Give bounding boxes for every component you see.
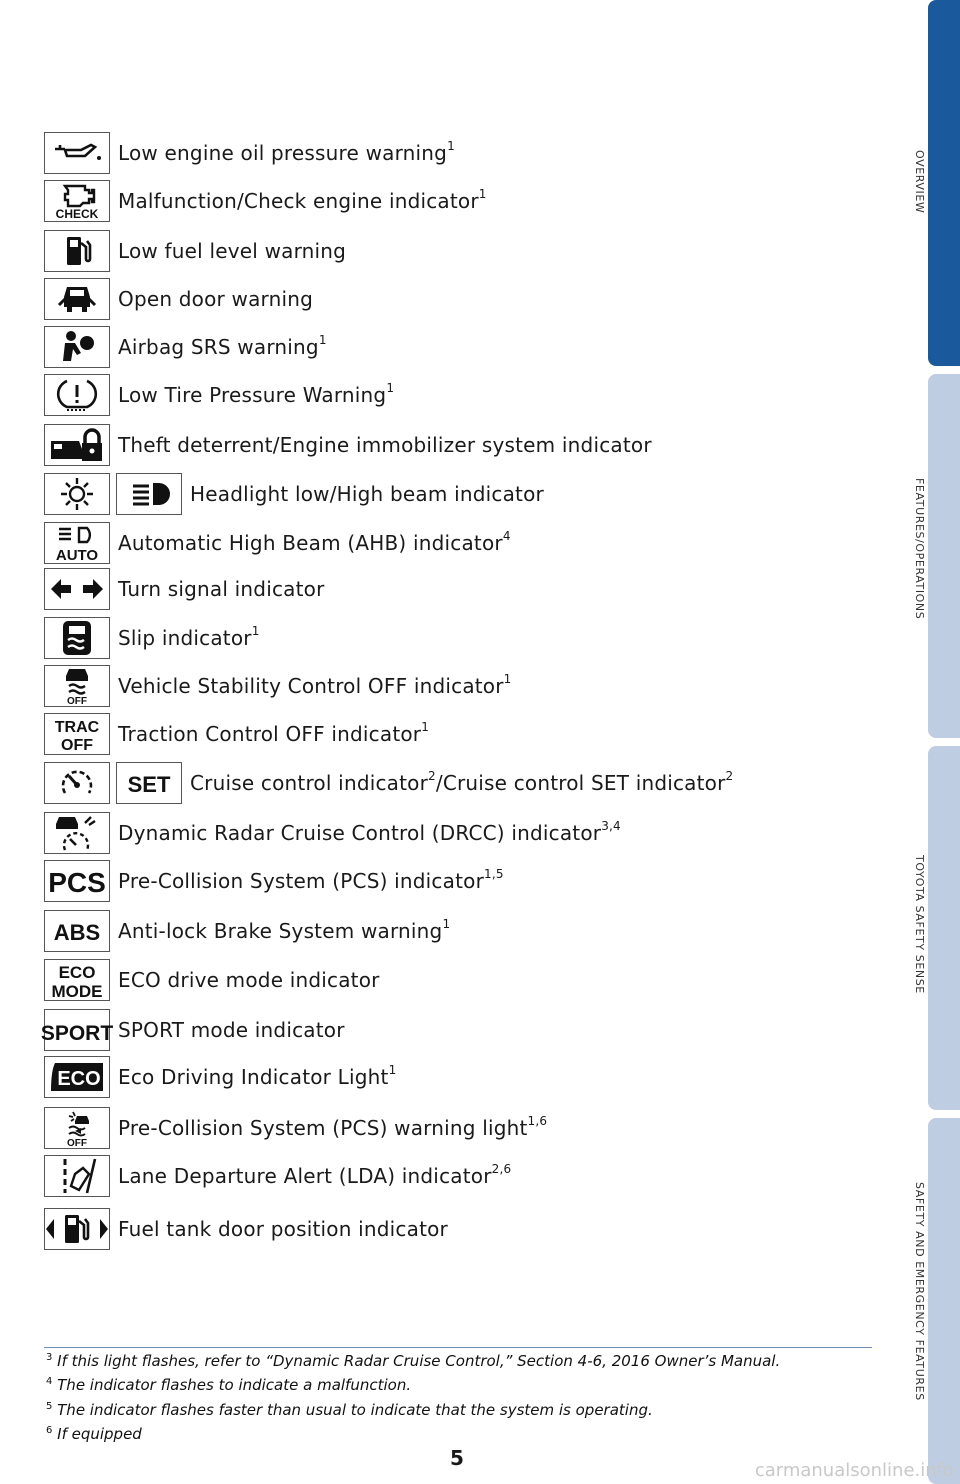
lane-departure-icon bbox=[44, 1155, 110, 1197]
indicator-row-slip bbox=[44, 616, 260, 660]
indicator-row-door bbox=[44, 277, 313, 321]
indicator-row-trac bbox=[44, 712, 429, 756]
indicator-label: Eco Driving Indicator Light$^1$ bbox=[118, 1063, 397, 1089]
cruise-icon bbox=[44, 762, 110, 804]
footnote: $^5$ The indicator flashes faster than usual to indicate that the system is operating. bbox=[46, 1401, 653, 1419]
svg-text:MODE: MODE bbox=[51, 982, 103, 1001]
footnote: $^3$ If this light flashes, refer to “Dynamic Radar Cruise Control,” Section 4-6, 2016 Owner’s Manual. bbox=[46, 1352, 781, 1370]
svg-text:OFF: OFF bbox=[61, 737, 93, 754]
indicator-label: Anti-lock Brake System warning$^1$ bbox=[118, 917, 451, 943]
svg-text:ECO: ECO bbox=[57, 1068, 101, 1090]
eco-mode-icon bbox=[44, 959, 110, 1001]
pcs-icon bbox=[44, 860, 110, 902]
indicator-row-headlight bbox=[44, 472, 544, 516]
fuel-door-icon bbox=[44, 1208, 110, 1250]
open-door-icon bbox=[44, 278, 110, 320]
indicator-row-drcc bbox=[44, 811, 621, 855]
indicator-label: Traction Control OFF indicator$^1$ bbox=[118, 720, 430, 746]
drcc-icon bbox=[44, 812, 110, 854]
pcs-warning-icon bbox=[44, 1107, 110, 1149]
fuel-pump-icon bbox=[44, 230, 110, 272]
slip-icon bbox=[44, 617, 110, 659]
sport-mode-icon bbox=[40, 1009, 114, 1051]
indicator-label: ECO drive mode indicator bbox=[118, 968, 380, 992]
tab-label-overview: OVERVIEW bbox=[913, 150, 926, 214]
svg-text:CHECK: CHECK bbox=[55, 207, 99, 221]
indicator-label: Turn signal indicator bbox=[118, 577, 325, 601]
immobilizer-icon bbox=[44, 424, 110, 466]
indicator-label: Open door warning bbox=[118, 287, 314, 311]
turn-signal-icon bbox=[44, 568, 110, 610]
indicator-label: Theft deterrent/Engine immobilizer system indicator bbox=[118, 433, 652, 457]
footnote: $^6$ If equipped bbox=[46, 1425, 142, 1443]
indicator-label: Slip indicator$^1$ bbox=[118, 624, 260, 650]
indicator-label: Low engine oil pressure warning$^1$ bbox=[118, 139, 455, 165]
indicator-row-cruise bbox=[44, 761, 733, 805]
footnote: $^4$ The indicator flashes to indicate a malfunction. bbox=[46, 1376, 412, 1394]
indicator-row-turn bbox=[44, 567, 325, 611]
indicator-row-pcs-warning bbox=[44, 1106, 547, 1150]
indicator-row-airbag bbox=[44, 325, 327, 369]
indicator-row-eco-mode bbox=[44, 958, 380, 1002]
airbag-icon bbox=[44, 326, 110, 368]
svg-text:AUTO: AUTO bbox=[55, 547, 99, 564]
tab-safety-emergency[interactable] bbox=[928, 1118, 960, 1484]
indicator-label: SPORT mode indicator bbox=[118, 1018, 345, 1042]
cruise-set-icon bbox=[116, 762, 182, 804]
svg-text:OFF: OFF bbox=[67, 696, 87, 707]
auto-high-beam-icon bbox=[44, 522, 110, 564]
section-tabs bbox=[928, 0, 960, 1484]
svg-text:ABS: ABS bbox=[53, 920, 101, 945]
trac-off-icon bbox=[44, 713, 110, 755]
indicator-row-check-engine bbox=[44, 179, 487, 223]
tab-label-features-operations: FEATURES/OPERATIONS bbox=[913, 478, 926, 620]
indicator-row-lda bbox=[44, 1154, 511, 1198]
headlight-icon bbox=[44, 473, 110, 515]
tab-features-operations[interactable] bbox=[928, 374, 960, 738]
indicator-label: Cruise control indicator$^2$/Cruise control SET indicator$^2$ bbox=[190, 769, 734, 795]
svg-text:OFF: OFF bbox=[67, 1138, 87, 1149]
svg-text:ECO: ECO bbox=[58, 963, 96, 982]
tab-toyota-safety-sense[interactable] bbox=[928, 746, 960, 1110]
vsc-off-icon bbox=[44, 665, 110, 707]
indicator-label: Headlight low/High beam indicator bbox=[190, 482, 544, 506]
indicator-row-immobilizer bbox=[44, 423, 652, 467]
tab-label-safety-emergency: SAFETY AND EMERGENCY FEATURES bbox=[913, 1182, 926, 1401]
indicator-label: Pre-Collision System (PCS) indicator$^{1,5}$ bbox=[118, 867, 504, 893]
watermark: carmanualsonline.info bbox=[754, 1460, 954, 1481]
tab-overview[interactable] bbox=[928, 0, 960, 366]
footnote-divider bbox=[44, 1347, 872, 1348]
indicator-label: Malfunction/Check engine indicator$^1$ bbox=[118, 187, 487, 213]
eco-driving-icon bbox=[44, 1056, 110, 1098]
page-number: 5 bbox=[450, 1446, 464, 1470]
indicator-row-oil bbox=[44, 131, 455, 175]
svg-text:SET: SET bbox=[127, 772, 171, 797]
indicator-label: Vehicle Stability Control OFF indicator$^1$ bbox=[118, 672, 512, 698]
indicator-row-fuel bbox=[44, 229, 346, 273]
svg-text:TRAC: TRAC bbox=[54, 719, 100, 736]
indicator-label: Airbag SRS warning$^1$ bbox=[118, 333, 327, 359]
indicator-row-eco-driving bbox=[44, 1055, 396, 1099]
high-beam-icon bbox=[116, 473, 182, 515]
svg-text:PCS: PCS bbox=[48, 867, 106, 898]
indicator-label: Low fuel level warning bbox=[118, 239, 347, 263]
indicator-row-ahb bbox=[44, 521, 511, 565]
indicator-label: Automatic High Beam (AHB) indicator$^4$ bbox=[118, 529, 511, 555]
indicator-label: Pre-Collision System (PCS) warning light$^{1,6}$ bbox=[118, 1114, 548, 1140]
abs-icon bbox=[44, 910, 110, 952]
indicator-label: Dynamic Radar Cruise Control (DRCC) indicator$^{3,4}$ bbox=[118, 819, 621, 845]
svg-text:SPORT: SPORT bbox=[40, 1022, 114, 1045]
indicator-row-vsc bbox=[44, 664, 512, 708]
indicator-row-sport bbox=[40, 1008, 345, 1052]
indicator-label: Low Tire Pressure Warning$^1$ bbox=[118, 381, 395, 407]
oil-pressure-icon bbox=[44, 132, 110, 174]
tab-label-toyota-safety-sense: TOYOTA SAFETY SENSE bbox=[913, 855, 926, 994]
indicator-label: Lane Departure Alert (LDA) indicator$^{2,6}$ bbox=[118, 1162, 512, 1188]
indicator-row-fuel-door bbox=[44, 1207, 448, 1251]
check-engine-icon bbox=[44, 180, 110, 222]
tire-pressure-icon bbox=[44, 374, 110, 416]
indicator-row-abs bbox=[44, 909, 450, 953]
indicator-label: Fuel tank door position indicator bbox=[118, 1217, 448, 1241]
indicator-row-tire bbox=[44, 373, 394, 417]
indicator-row-pcs bbox=[44, 859, 504, 903]
